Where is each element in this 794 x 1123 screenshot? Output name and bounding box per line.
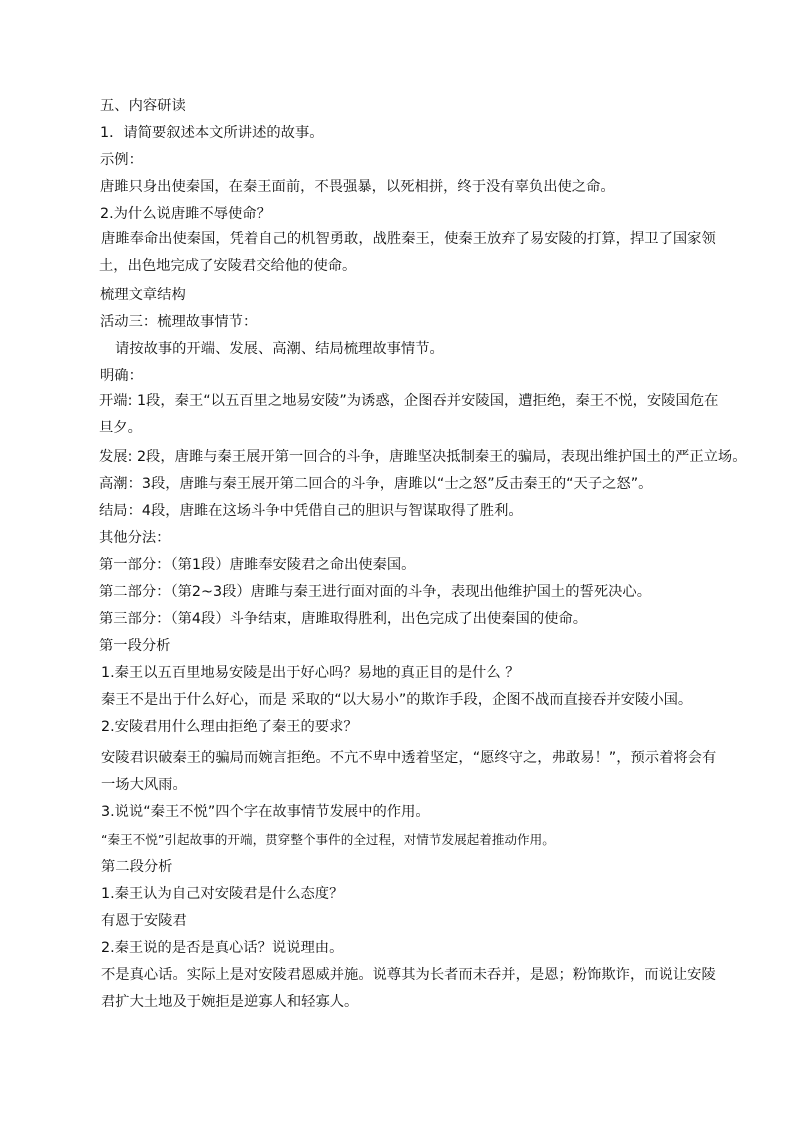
part-1: 第一部分：（第1段）唐雎奉安陵君之命出使秦国。 [99, 557, 416, 573]
plot-climax: 高潮：3段，唐雎与秦王展开第二回合的斗争，唐雎以“士之怒”反击秦王的“天子之怒”。 [99, 476, 653, 492]
clarify-label: 明确： [100, 368, 143, 384]
p2-answer-2: 不是真心话。实际上是对安陵君恩威并施。说尊其为长者而未吞并，是恩；粉饰欺诈，而说让安陵君扩大土地及于婉拒是逆寡人和轻寡人。 [101, 967, 716, 1010]
plot-beginning: 开端: 1段，秦王“以五百里之地易安陵”为诱惑，企图吞并安陵国，遭拒绝，秦王不悦，安陵国危在旦夕。 [99, 393, 719, 436]
p1-answer-2: 安陵君识破秦王的骗局而婉言拒绝。不亢不卑中透着坚定，“愿终守之，弗敢易！”，预示着将会有一场大风雨。 [101, 750, 717, 793]
p1-question-2: 2.安陵君用什么理由拒绝了秦王的要求？ [101, 719, 358, 735]
other-division-label: 其他分法： [99, 530, 171, 546]
paragraph-1-heading: 第一段分析 [99, 638, 171, 654]
example-label: 示例： [100, 152, 143, 168]
p1-question-1: 1.秦王以五百里地易安陵是出于好心吗？易地的真正目的是什么 ？ [101, 665, 520, 681]
activity-3-task: 请按故事的开端、发展、高潮、结局梳理故事情节。 [115, 341, 444, 357]
p2-answer-1: 有恩于安陵君 [101, 913, 187, 929]
question-1: 1．请简要叙述本文所讲述的故事。 [100, 125, 324, 141]
structure-heading: 梳理文章结构 [100, 287, 186, 303]
plot-ending: 结局：4段，唐雎在这场斗争中凭借自己的胆识与智谋取得了胜利。 [99, 503, 523, 519]
p1-question-3: 3.说说“秦王不悦”四个字在故事情节发展中的作用。 [101, 804, 430, 820]
p1-answer-3: “秦王不悦”引起故事的开端，贯穿整个事件的全过程，对情节发展起着推动作用。 [101, 832, 555, 847]
answer-2: 唐雎奉命出使秦国，凭着自己的机智勇敢，战胜秦王，使秦王放弃了易安陵的打算，捍卫了国家领土，出色地完成了安陵君交给他的使命。 [99, 231, 716, 274]
p1-answer-1: 秦王不是出于什么好心，而是 采取的“以大易小”的欺诈手段，企图不战而直接吞并安陵小国。 [101, 692, 693, 708]
example-text: 唐雎只身出使秦国，在秦王面前，不畏强暴，以死相拼，终于没有辜负出使之命。 [100, 179, 615, 195]
p2-question-2: 2.秦王说的是否是真心话？说说理由。 [101, 940, 344, 956]
part-3: 第三部分：（第4段）斗争结束，唐雎取得胜利，出色完成了出使秦国的使命。 [99, 611, 588, 627]
question-2: 2.为什么说唐雎不辱使命？ [100, 206, 271, 222]
part-2: 第二部分：（第2~3段）唐雎与秦王进行面对面的斗争，表现出他维护国土的誓死决心。 [99, 584, 652, 600]
plot-development: 发展: 2段，唐雎与秦王展开第一回合的斗争，唐雎坚决抵制秦王的骗局，表现出维护国土的严正立场。 [99, 449, 747, 465]
activity-3: 活动三：梳理故事情节： [100, 314, 258, 330]
section-heading: 五、内容研读 [100, 98, 186, 114]
paragraph-2-heading: 第二段分析 [101, 859, 173, 875]
p2-question-1: 1.秦王认为自己对安陵君是什么态度？ [101, 886, 344, 902]
